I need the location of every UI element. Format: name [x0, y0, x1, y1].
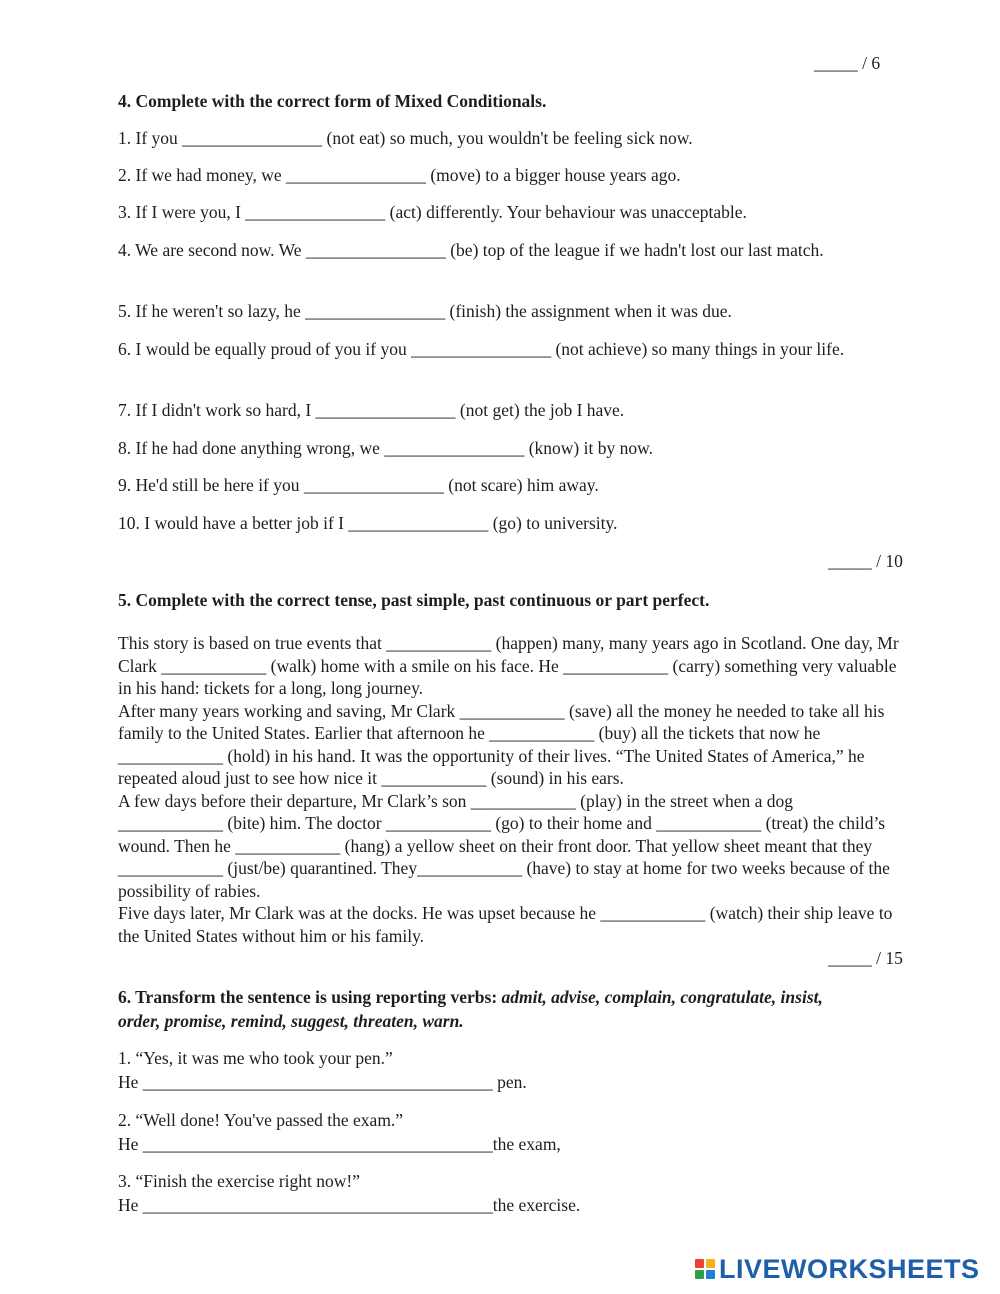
section4-item-5: 5. If he weren't so lazy, he ________________ (finish) the assignment when it was due. — [118, 301, 732, 321]
section6-item-1-answer: He ________________________________________ pen. — [118, 1072, 527, 1092]
liveworksheets-logo — [695, 1253, 980, 1285]
section6-item-2-quote: 2. “Well done! You've passed the exam.” — [118, 1110, 404, 1130]
section4-item-6: 6. I would be equally proud of you if you ________________ (not achieve) so many things in your life. — [118, 339, 845, 359]
score-section5: _____ / 10 — [828, 551, 903, 571]
section5-heading: 5. Complete with the correct tense, past simple, past continuous or part perfect. — [118, 590, 710, 610]
section6-item-2-answer: He ________________________________________the exam, — [118, 1134, 561, 1154]
section6-verbs-line2: order, promise, remind, suggest, threaten, warn. — [118, 1011, 464, 1031]
section6-item-3-answer: He ________________________________________the exercise. — [118, 1195, 581, 1215]
section4-item-3: 3. If I were you, I ________________ (act) differently. Your behaviour was unacceptable. — [118, 202, 747, 222]
story-paragraph: This story is based on true events that ____________ (happen) many, many years ago in Scotland. One day, Mr Clark ____________ (walk) home with a smile on his face. He ____________ (carry) something very valuable in his hand: tickets for a long, long journey. — [118, 633, 899, 698]
logo-square-icon — [695, 1259, 704, 1268]
section6-heading-line1 — [118, 985, 823, 1009]
section4-item-4: 4. We are second now. We ________________ (be) top of the league if we hadn't lost our last match. — [118, 240, 824, 260]
score-section4: _____ / 6 — [814, 53, 881, 73]
score-section6: _____ / 15 — [828, 948, 903, 968]
story-paragraph: Five days later, Mr Clark was at the docks. He was upset because he ____________ (watch) their ship leave to the United States without him or his family. — [118, 903, 893, 946]
section4-item-9: 9. He'd still be here if you ________________ (not scare) him away. — [118, 475, 599, 495]
logo-square-icon — [706, 1270, 715, 1279]
section4-item-2: 2. If we had money, we ________________ (move) to a bigger house years ago. — [118, 165, 681, 185]
section6-heading-prefix: 6. Transform the sentence is using reporting verbs: — [118, 987, 502, 1007]
section4-heading: 4. Complete with the correct form of Mixed Conditionals. — [118, 91, 547, 111]
logo-square-icon — [706, 1259, 715, 1268]
section6-verbs-line1: admit, advise, complain, congratulate, insist, — [501, 987, 823, 1007]
section5-story — [118, 632, 900, 947]
story-paragraph: After many years working and saving, Mr Clark ____________ (save) all the money he needed to take all his family to the United States. Earlier that afternoon he ____________ (buy) all the tickets that now he ____________ (hold) in his hand. It was the opportunity of their lives. “The United States of America,” he repeated aloud just to see how nice it ____________ (sound) in his ears. — [118, 700, 885, 788]
section6-heading-line2 — [118, 1009, 464, 1033]
story-paragraph: A few days before their departure, Mr Clark’s son ____________ (play) in the street when a dog ____________ (bite) him. The doctor ____________ (go) to their home and ____________ (treat) the child’s wound. Then he ____________ (hang) a yellow sheet on their front door. That yellow sheet meant that they ____________ (just/be) quarantined. They____________ (have) to stay at home for two weeks because of the possibility of rabies. — [118, 790, 890, 901]
section6-item-1-quote: 1. “Yes, it was me who took your pen.” — [118, 1048, 393, 1068]
section4-item-8: 8. If he had done anything wrong, we ________________ (know) it by now. — [118, 438, 653, 458]
section4-item-1: 1. If you ________________ (not eat) so much, you wouldn't be feeling sick now. — [118, 128, 693, 148]
section6-item-3-quote: 3. “Finish the exercise right now!” — [118, 1171, 361, 1191]
section4-item-7: 7. If I didn't work so hard, I ________________ (not get) the job I have. — [118, 400, 625, 420]
logo-text: LIVEWORKSHEETS — [719, 1253, 980, 1284]
logo-square-icon — [695, 1270, 704, 1279]
section4-item-10: 10. I would have a better job if I ________________ (go) to university. — [118, 513, 618, 533]
logo-mark-icon — [695, 1259, 715, 1279]
